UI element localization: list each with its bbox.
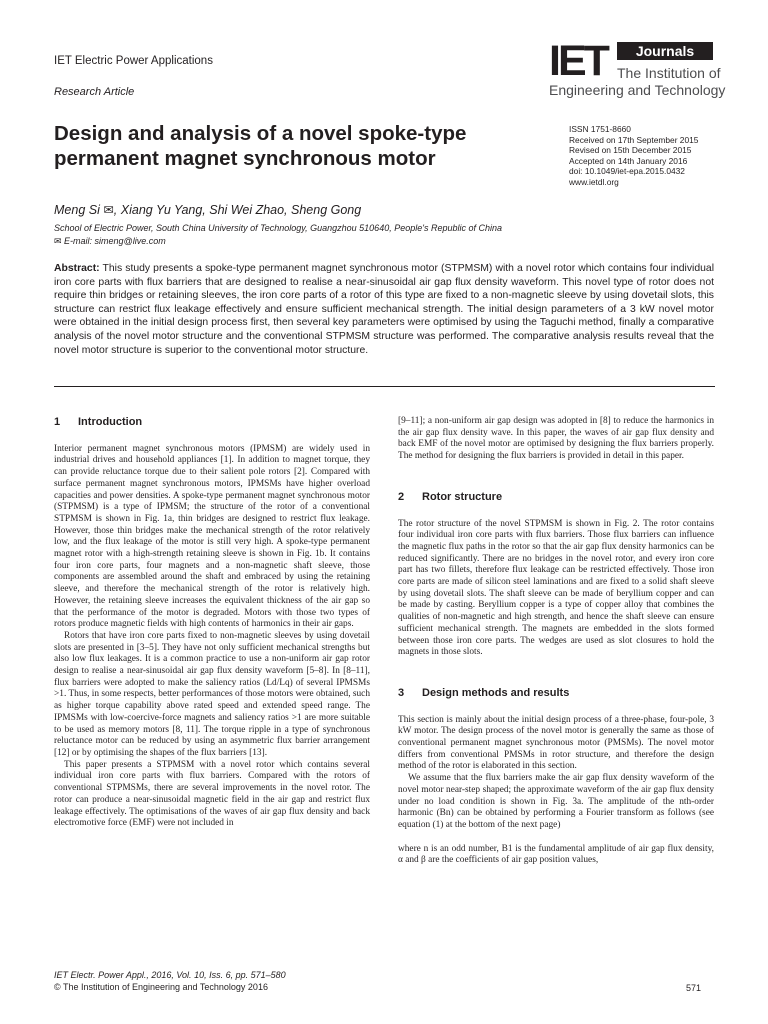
logo-line2: Engineering and Technology	[549, 82, 726, 98]
journal-name: IET Electric Power Applications	[54, 55, 213, 67]
abstract-label: Abstract:	[54, 263, 100, 274]
paragraph: The rotor structure of the novel STPMSM is shown in Fig. 2. The rotor contains four individual iron core parts with flux barriers. Those flux barriers can influence the magnetic flux paths in the rotor so that the air gap flux density harmonics can be reduced significantly. There are no bridges in the novel rotor, and every iron core part has two fillets, therefore flux leakage can be restricted effectively. Those iron core parts are made of silicon steel laminations and are fixed to a solid shaft sleeve by using dovetail slots. The shaft sleeve can be made of beryllium copper and can be made by casting. Beryllium copper is a type of copper alloy that combines the qualities of non-magnetic and high strength, and hence the shaft sleeve can ensure sufficient mechanical strength. The magnets are embedded in the slots formed between those iron core parts. The wedges are used as slot closures to hold the magnets in those slots.	[398, 518, 714, 658]
page-footer	[54, 969, 286, 993]
paragraph: This section is mainly about the initial design process of a three-phase, four-pole, 3 kW motor. The design process of the novel motor is generally the same as those of conventional permanent magnet synchronous motor (PMSMs). The novel motor differs from conventional PMSMs in rotor structure, and therefore the design method of the rotor is elaborated in this section.	[398, 714, 714, 772]
article-meta	[569, 124, 698, 188]
header-divider	[54, 386, 715, 387]
received-date: Received on 17th September 2015	[569, 134, 699, 145]
abstract	[54, 262, 714, 357]
left-column	[54, 417, 370, 830]
paragraph: where n is an odd number, B1 is the fundamental amplitude of air gap flux density, α and β are the coefficients of air gap position values,	[398, 843, 714, 866]
article-type: Research Article	[54, 86, 135, 98]
paragraph: This paper presents a STPMSM with a novel rotor which contains several individual iron core parts with flux barriers. Compared with the rotors of conventional STPMSMs, there are several improvements in the novel rotor. The rotor can produce a near-sinusoidal magnetic field in the air gap and restrict flux leakage effectively. The optimisations of the waves of air gap flux density and back electromotive force (EMF) were not included in	[54, 759, 370, 829]
section-3-heading: 3 Design methods and results	[398, 686, 570, 699]
affiliation-block	[54, 222, 502, 248]
author-list: Meng Si ✉, Xiang Yu Yang, Shi Wei Zhao, Sheng Gong	[54, 203, 362, 217]
paper-title: Design and analysis of a novel spoke-type permanent magnet synchronous motor	[54, 122, 467, 170]
paragraph: Interior permanent magnet synchronous motors (IPMSM) are widely used in industrial drives and household appliances [1]. In addition to magnet torque, they can provide reluctance torque due to their salient pole rotors [2]. Compared with surface permanent magnet synchronous motors, IPMSMs have higher overload capacities and power densities. A spoke-type permanent magnet synchronous motor (STPMSM) is a type of IPMSM; the structure of the rotor of a conventional STPMSM is shown in Fig. 1a, thin bridges are designed to restrict flux leakage. However, those thin bridges make the mechanical strength of the rotor relatively low, and the flux leakage of the motor is still very high. A spoke-type permanent magnet rotor with a high-strength retaining sleeve is shown in Fig. 1b. It contains four iron core parts, four magnets and a non-magnetic shaft sleeve, those components are assembled around the shaft and embraced by using the retaining sleeve, and therefore the mechanical strength of the rotor is relatively high. However, the retaining sleeve increases the equivalent thickness of the air gap so that the performance of the motor is degraded. Motors with those two types of rotors produce magnetic fields with high contents of harmonics in their air gaps.	[54, 443, 370, 630]
iet-journals-logo	[549, 37, 726, 98]
affiliation: School of Electric Power, South China University of Technology, Guangzhou 510640, People's Republic of China	[54, 223, 502, 233]
issn: ISSN 1751-8660	[569, 124, 631, 134]
doi-link[interactable]: doi: 10.1049/iet-epa.2015.0432	[569, 166, 685, 177]
paragraph: Rotors that have iron core parts fixed to non-magnetic sleeves by using dovetail slots are presented in [3–5]. They have not only sufficient mechanical strengths but also low flux leakages. It is a common practice to use a non-uniform air gap rotor design to realise a near-sinusoidal air gap flux density waveform [5–8]. In [8–11], flux barriers were adopted to make the saliency ratios (Ld/Lq) of several IPMSMs >1. Thus, in some respects, better performances of those motors were obtained, such as higher torque capability above rated speed and extended speed range. The IPMSMs with low-coercive-force magnets and saliency ratios >1 are more suitable to be used as memory motors [8, 11]. The torque ripple in a type of synchronous reluctance motor can be reduced by using an asymmetric flux barrier arrangement [12] or by optimising the shapes of the flux barriers [13].	[54, 630, 370, 758]
paragraph: We assume that the flux barriers make the air gap flux density waveform of the novel motor near-step shaped; the approximate waveform of the air gap flux density under no load condition is shown in Fig. 3a. The amplitude of the nth-order harmonic (Bn) can be obtained by performing a Fourier transform as follows (see equation (1) at the bottom of the next page)	[398, 773, 714, 830]
logo-line1: The Institution of	[617, 65, 721, 81]
right-column	[398, 416, 714, 867]
copyright: © The Institution of Engineering and Technology 2016	[54, 982, 268, 992]
author-email[interactable]: ✉ E-mail: simeng@live.com	[54, 236, 166, 246]
section-1-heading: 1 Introduction	[54, 416, 143, 428]
section-2-heading: 2 Rotor structure	[398, 490, 503, 503]
page-number: 571	[686, 983, 702, 993]
revised-date: Revised on 15th December 2015	[569, 145, 692, 156]
abstract-text: This study presents a spoke-type permanent magnet synchronous motor (STPMSM) with a novel rotor which contains four individual iron core parts with flux barriers that are designed to realise a near-sinusoidal air gap flux density waveform. This novel type of rotor does not require thin bridges or retaining sleeves, the iron core parts of a rotor of this type are fixed to a non-magnetic sleeve by using dovetail slots, this structure can restrict flux leakage effectively and ensure sufficient mechanical strength. The initial design parameters of a 3 kW novel motor were obtained in the initial design process first, then several key parameters were optimised by using the Taguchi method, finally a comparative analysis of the novel motor structure and the conventional STPMSM structure was performed. The comparative analysis results reveal that the novel motor structure is superior to the conventional motor structure.	[54, 263, 714, 356]
accepted-date: Accepted on 14th January 2016	[569, 155, 688, 166]
citation: IET Electr. Power Appl., 2016, Vol. 10, Iss. 6, pp. 571–580	[54, 970, 286, 980]
logo-mark: IET	[549, 37, 607, 85]
logo-journals: Journals	[617, 42, 713, 60]
paragraph: [9–11]; a non-uniform air gap design was adopted in [8] to reduce the harmonics in the air gap flux density wave. In this paper, the waves of air gap flux density and back EMF of the novel motor are optimised by designing the flux barriers properly. The method for designing the flux barriers is provided in detail in this paper.	[398, 416, 714, 462]
journal-url-link[interactable]: www.ietdl.org	[569, 176, 619, 187]
